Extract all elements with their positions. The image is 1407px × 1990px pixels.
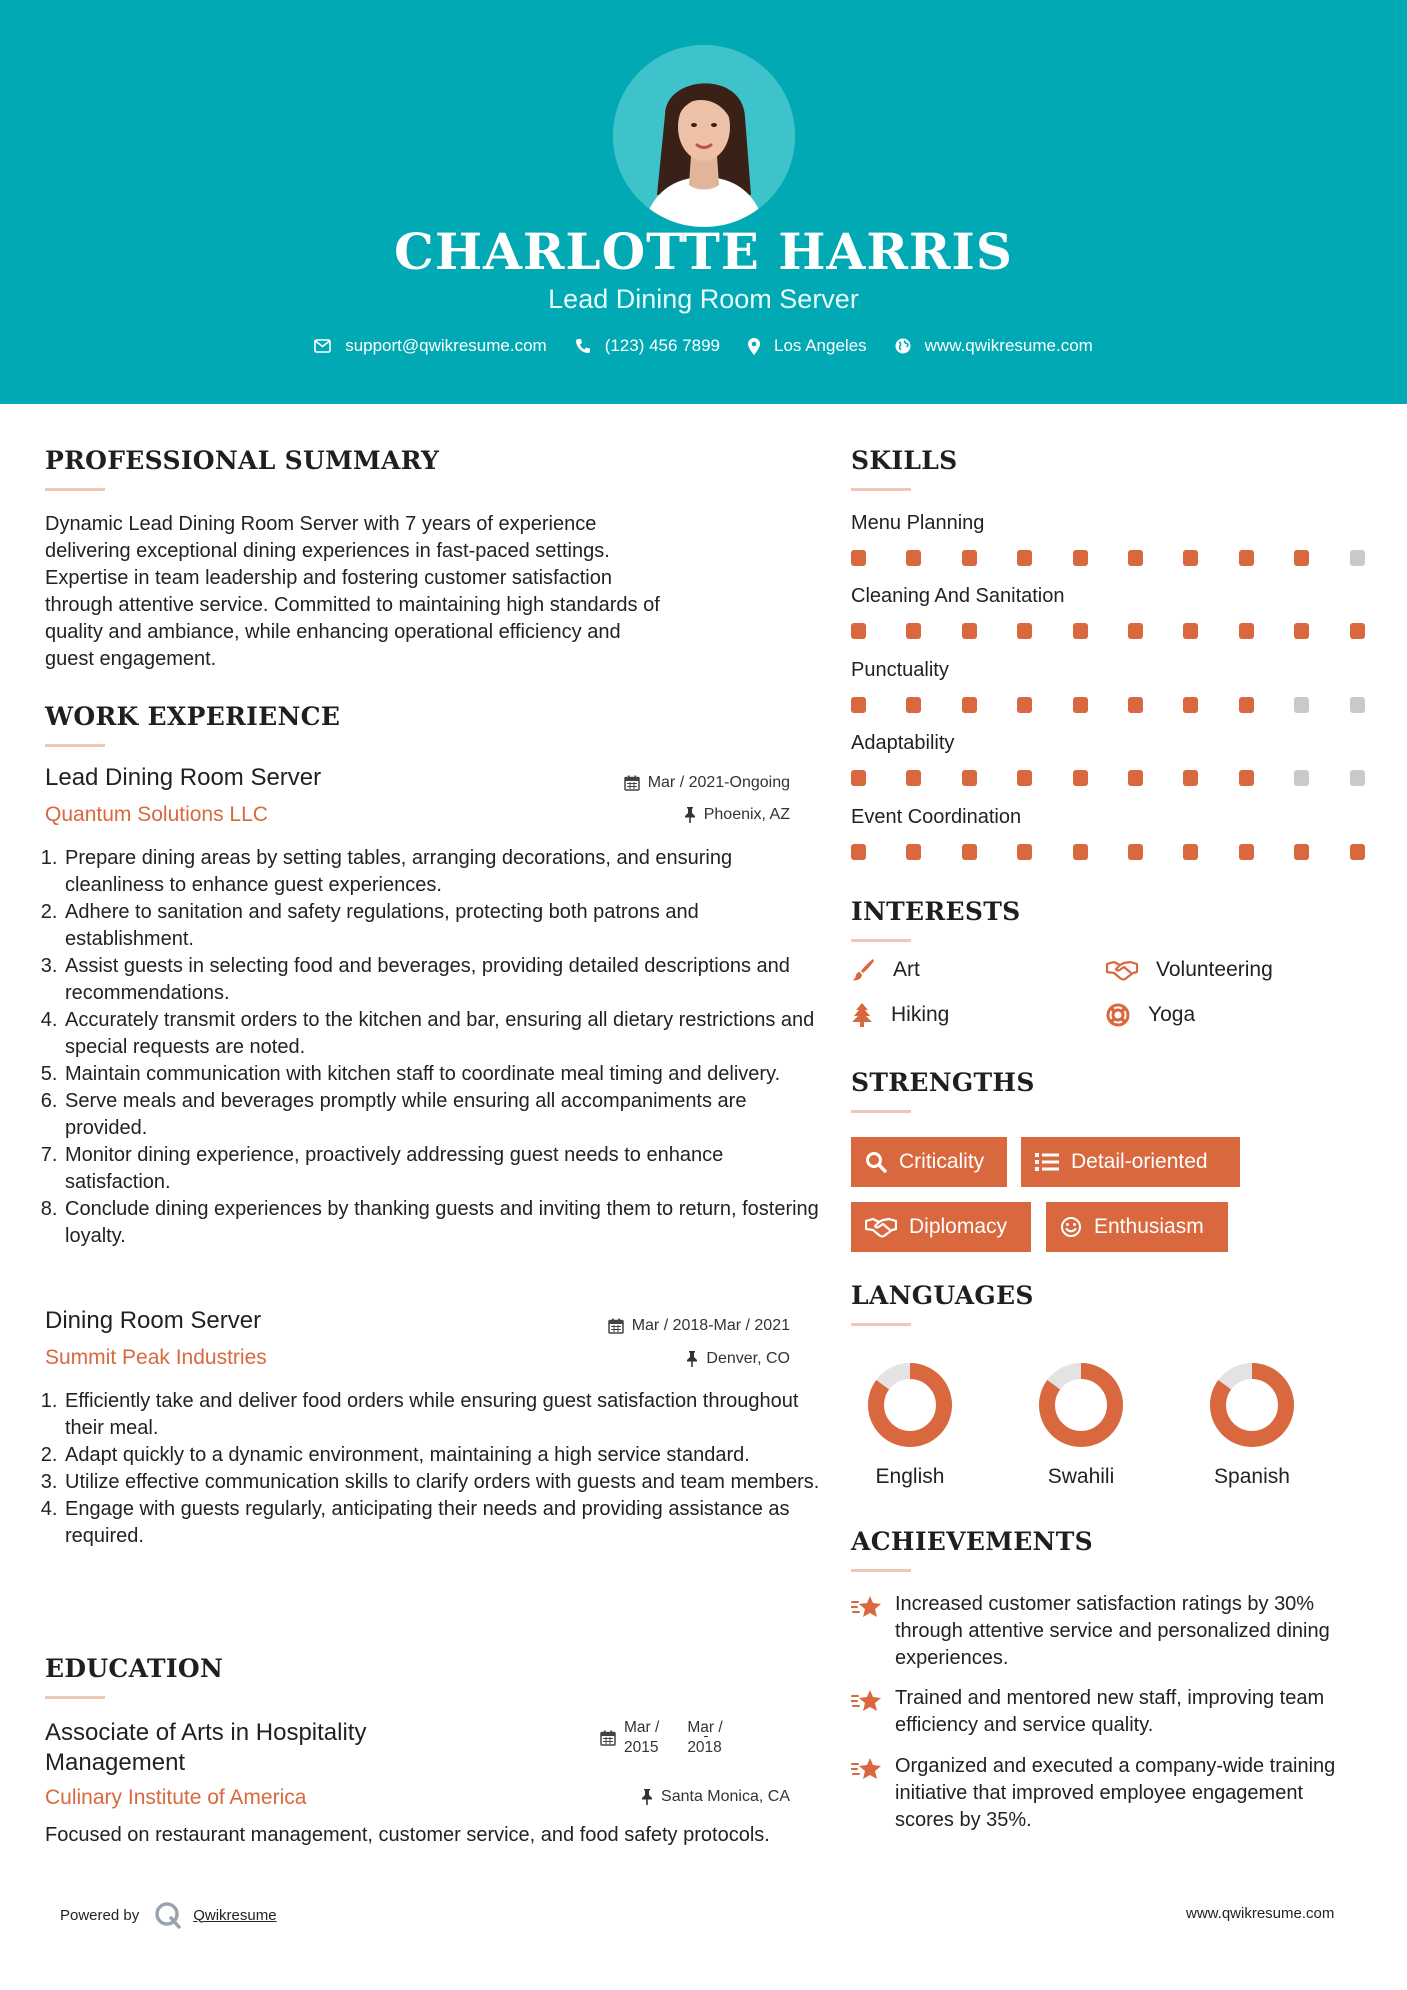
- handshake-icon: [1106, 959, 1138, 981]
- job-responsibilities: [37, 845, 833, 1250]
- list-item: 2. Adapt quickly to a dynamic environment, maintaining a high service standard.: [63, 1442, 833, 1469]
- skill-dot-filled: [1183, 550, 1198, 566]
- skill-dot-filled: [1128, 550, 1143, 566]
- summary-line: guest engagement.: [45, 648, 217, 670]
- interest-label: Volunteering: [1156, 958, 1273, 981]
- skill-dot-filled: [1073, 697, 1088, 713]
- envelope-icon: [314, 339, 331, 353]
- job-company: Quantum Solutions LLC: [45, 803, 268, 826]
- strength-label: Enthusiasm: [1094, 1215, 1204, 1238]
- education-start: [624, 1718, 659, 1758]
- skill-dot-filled: [1128, 623, 1143, 639]
- language-label: Spanish: [1214, 1465, 1290, 1488]
- skill-dot-filled: [1183, 770, 1198, 786]
- summary-line: quality and ambiance, while enhancing operational efficiency and: [45, 621, 621, 643]
- job-location: [684, 806, 790, 824]
- education-end: [687, 1718, 722, 1758]
- skill-dot-filled: [1350, 623, 1365, 639]
- globe-icon: [895, 338, 911, 354]
- skill-dot-filled: [851, 550, 866, 566]
- job-responsibilities: [37, 1388, 833, 1550]
- list-item: 4. Accurately transmit orders to the kitchen and bar, ensuring all dietary restrictions and special requests are noted.: [63, 1007, 833, 1061]
- calendar-icon: [608, 1318, 624, 1334]
- skill-dot-filled: [1239, 550, 1254, 566]
- skill-dot-filled: [906, 550, 921, 566]
- skill-dot-filled: [962, 770, 977, 786]
- school-name: Culinary Institute of America: [45, 1786, 307, 1809]
- interest-label: Hiking: [891, 1003, 950, 1026]
- list-item: 3. Utilize effective communication skills to clarify orders with guests and team members.: [63, 1469, 833, 1496]
- achievement-text: Organized and executed a company-wide training initiative that improved employee engagement scores by 35%.: [895, 1755, 1336, 1831]
- skill-dot-filled: [1073, 770, 1088, 786]
- avatar-illustration: [613, 45, 795, 227]
- skill-dot-filled: [1294, 844, 1309, 860]
- achievement-text: Increased customer satisfaction ratings by 30% through attentive service and personalized dining experiences.: [895, 1593, 1330, 1669]
- education-location-text: Santa Monica, CA: [661, 1788, 790, 1805]
- skill-dot-filled: [1017, 844, 1032, 860]
- job-company: Summit Peak Industries: [45, 1346, 267, 1369]
- education-location: [641, 1788, 790, 1806]
- skill-dot-filled: [1128, 770, 1143, 786]
- end-year: 2018: [687, 1739, 722, 1756]
- interest-hiking: [851, 1003, 949, 1027]
- profile-photo: [613, 45, 795, 227]
- website-text: www.qwikresume.com: [924, 336, 1093, 355]
- skill-dot-filled: [906, 697, 921, 713]
- skill-dot-filled: [1183, 623, 1198, 639]
- proficiency-donut: [1036, 1360, 1126, 1450]
- job-location-text: Denver, CO: [706, 1350, 790, 1367]
- skill-dot-filled: [906, 770, 921, 786]
- map-pin-icon: [748, 338, 760, 355]
- lifebuoy-icon: [1106, 1003, 1130, 1027]
- skill-dot-filled: [962, 550, 977, 566]
- pushpin-icon: [684, 807, 696, 823]
- list-item: 6. Serve meals and beverages promptly while ensuring all accompaniments are provided.: [63, 1088, 833, 1142]
- education-underline: [45, 1696, 105, 1699]
- strengths-heading: STRENGTHS: [851, 1068, 1035, 1097]
- degree-line: Management: [45, 1749, 186, 1776]
- strength-label: Diplomacy: [909, 1215, 1008, 1238]
- end-month: Mar /: [687, 1719, 723, 1736]
- strength-tag: [1021, 1137, 1240, 1187]
- job-location: [686, 1350, 790, 1368]
- achievements-heading: ACHIEVEMENTS: [851, 1527, 1093, 1556]
- smile-icon: [1060, 1216, 1082, 1238]
- skill-dot-empty: [1350, 770, 1365, 786]
- skill-dot-filled: [1017, 550, 1032, 566]
- education-dates: [600, 1718, 723, 1758]
- strength-tag: [851, 1137, 1007, 1187]
- handshake-icon: [865, 1216, 897, 1238]
- contact-phone[interactable]: [575, 336, 720, 356]
- location-text: Los Angeles: [774, 336, 867, 355]
- pushpin-icon: [641, 1789, 653, 1805]
- skill-dot-empty: [1350, 697, 1365, 713]
- skill-dot-filled: [1183, 697, 1198, 713]
- degree-title: [45, 1718, 366, 1778]
- list-item: 8. Conclude dining experiences by thanking guests and inviting them to return, fostering loyalty.: [63, 1196, 833, 1250]
- strengths-underline: [851, 1110, 911, 1113]
- skill-dot-filled: [1350, 844, 1365, 860]
- skill-dot-filled: [851, 770, 866, 786]
- achievement-item: [851, 1591, 1361, 1672]
- languages-underline: [851, 1323, 911, 1326]
- job-dates: [608, 1317, 790, 1335]
- work-heading: WORK EXPERIENCE: [45, 702, 341, 731]
- strength-tag: [1046, 1202, 1228, 1252]
- language-label: English: [875, 1465, 945, 1488]
- skill-name: Adaptability: [851, 732, 955, 754]
- interest-art: [851, 958, 920, 982]
- education-description: Focused on restaurant management, customer service, and food safety protocols.: [45, 1824, 770, 1846]
- interests-heading: INTERESTS: [851, 897, 1021, 926]
- list-item: 1. Efficiently take and deliver food orders while ensuring guest satisfaction throughout their meal.: [63, 1388, 833, 1442]
- paintbrush-icon: [851, 958, 875, 982]
- skill-dot-filled: [1183, 844, 1198, 860]
- contact-location: [748, 336, 867, 356]
- interest-volunteering: [1106, 958, 1273, 982]
- contact-website[interactable]: [895, 336, 1093, 356]
- strength-tag: [851, 1202, 1031, 1252]
- skills-heading: SKILLS: [851, 446, 958, 475]
- skill-dot-filled: [1294, 623, 1309, 639]
- skill-dot-filled: [1128, 844, 1143, 860]
- resume-header: [0, 0, 1407, 404]
- strength-label: Detail-oriented: [1071, 1150, 1208, 1173]
- skill-dot-filled: [851, 623, 866, 639]
- star-icon: [851, 1593, 883, 1621]
- achievement-item: [851, 1685, 1361, 1739]
- skill-dot-filled: [1239, 697, 1254, 713]
- summary-line: through attentive service. Committed to maintaining high standards of: [45, 594, 660, 616]
- job-dates-text: Mar / 2021-Ongoing: [647, 774, 790, 791]
- achievements-underline: [851, 1569, 911, 1572]
- job-dates: [624, 774, 790, 792]
- powered-by-label: Powered by: [60, 1906, 140, 1924]
- list-item: 7. Monitor dining experience, proactively addressing guest needs to enhance satisfaction.: [63, 1142, 833, 1196]
- phone-icon: [575, 338, 591, 354]
- star-icon: [851, 1687, 883, 1715]
- start-month: Mar /: [624, 1719, 660, 1736]
- strength-label: Criticality: [899, 1150, 985, 1173]
- summary-heading: PROFESSIONAL SUMMARY: [45, 446, 440, 475]
- list-item: 5. Maintain communication with kitchen staff to coordinate meal timing and delivery.: [63, 1061, 833, 1088]
- calendar-icon: [624, 775, 640, 791]
- summary-line: delivering exceptional dining experiences in fast-paced settings.: [45, 540, 610, 562]
- achievement-text: Trained and mentored new staff, improving team efficiency and service quality.: [895, 1687, 1325, 1736]
- list-icon: [1035, 1152, 1059, 1172]
- language-label: Swahili: [1047, 1465, 1115, 1488]
- language-item: [1021, 1360, 1141, 1489]
- brand-link[interactable]: Qwikresume: [193, 1906, 277, 1924]
- job-title: Lead Dining Room Server: [45, 764, 322, 791]
- skill-dot-empty: [1294, 770, 1309, 786]
- skills-underline: [851, 488, 911, 491]
- skill-dot-filled: [906, 623, 921, 639]
- skill-dot-filled: [962, 844, 977, 860]
- calendar-icon: [600, 1730, 616, 1746]
- candidate-name: CHARLOTTE HARRIS: [394, 222, 1013, 281]
- skill-name: Punctuality: [851, 659, 949, 681]
- degree-line: Associate of Arts in Hospitality: [45, 1719, 367, 1746]
- proficiency-donut: [865, 1360, 955, 1450]
- skill-name: Event Coordination: [851, 806, 1022, 828]
- powered-by: [60, 1900, 277, 1930]
- language-item: [1192, 1360, 1312, 1489]
- qwikresume-logo-icon: [153, 1900, 183, 1930]
- skill-dot-filled: [851, 697, 866, 713]
- skill-dot-filled: [1017, 697, 1032, 713]
- skill-dot-filled: [1239, 623, 1254, 639]
- candidate-title: Lead Dining Room Server: [548, 284, 859, 314]
- skill-dot-filled: [1128, 697, 1143, 713]
- skill-dot-filled: [1294, 550, 1309, 566]
- interests-underline: [851, 939, 911, 942]
- date-separator: [704, 1736, 708, 1737]
- list-item: 1. Prepare dining areas by setting tables, arranging decorations, and ensuring cleanliness to enhance guest experiences.: [63, 845, 833, 899]
- skill-name: Menu Planning: [851, 512, 985, 534]
- search-icon: [865, 1151, 887, 1173]
- interest-label: Yoga: [1148, 1003, 1196, 1026]
- tree-icon: [851, 1003, 873, 1027]
- interest-label: Art: [893, 958, 920, 981]
- phone-text: (123) 456 7899: [604, 336, 721, 355]
- skill-dot-filled: [1073, 844, 1088, 860]
- job-dates-text: Mar / 2018-Mar / 2021: [631, 1317, 790, 1334]
- skill-dot-filled: [1239, 770, 1254, 786]
- language-item: [850, 1360, 970, 1489]
- summary-text: [45, 511, 805, 673]
- star-icon: [851, 1755, 883, 1783]
- list-item: 4. Engage with guests regularly, anticipating their needs and providing assistance as required.: [63, 1496, 833, 1550]
- skill-dot-filled: [1073, 550, 1088, 566]
- skill-dot-filled: [1017, 770, 1032, 786]
- work-underline: [45, 744, 105, 747]
- skill-dot-filled: [906, 844, 921, 860]
- contact-email[interactable]: [314, 336, 547, 356]
- email-text: support@qwikresume.com: [345, 336, 547, 355]
- pushpin-icon: [686, 1351, 698, 1367]
- list-item: 2. Adhere to sanitation and safety regulations, protecting both patrons and establishment.: [63, 899, 833, 953]
- skill-dot-filled: [962, 623, 977, 639]
- contact-bar: [0, 336, 1407, 356]
- skill-dot-empty: [1350, 550, 1365, 566]
- start-year: 2015: [624, 1739, 659, 1756]
- footer-website[interactable]: www.qwikresume.com: [1186, 1905, 1335, 1922]
- languages-heading: LANGUAGES: [851, 1281, 1034, 1310]
- skill-dot-filled: [1017, 623, 1032, 639]
- skill-dot-filled: [1073, 623, 1088, 639]
- skill-dot-filled: [962, 697, 977, 713]
- skill-name: Cleaning And Sanitation: [851, 585, 1065, 607]
- skill-dot-filled: [851, 844, 866, 860]
- skill-dot-filled: [1239, 844, 1254, 860]
- job-location-text: Phoenix, AZ: [703, 806, 790, 823]
- proficiency-donut: [1207, 1360, 1297, 1450]
- summary-underline: [45, 488, 105, 491]
- skill-dot-empty: [1294, 697, 1309, 713]
- interest-yoga: [1106, 1003, 1195, 1027]
- list-item: 3. Assist guests in selecting food and beverages, providing detailed descriptions and recommendations.: [63, 953, 833, 1007]
- summary-line: Dynamic Lead Dining Room Server with 7 years of experience: [45, 513, 597, 535]
- summary-line: Expertise in team leadership and fostering customer satisfaction: [45, 567, 612, 589]
- achievement-item: [851, 1753, 1361, 1834]
- job-title: Dining Room Server: [45, 1307, 262, 1334]
- education-heading: EDUCATION: [45, 1654, 224, 1683]
